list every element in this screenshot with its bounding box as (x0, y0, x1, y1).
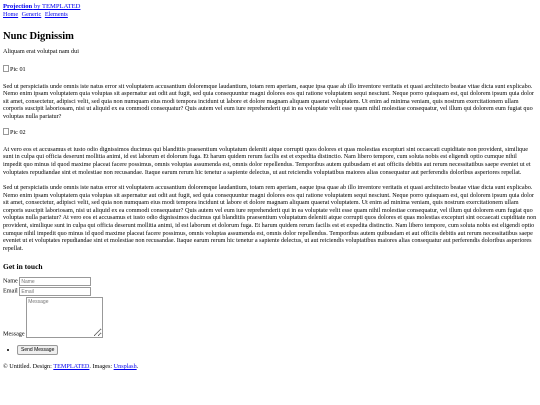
copyright-text: © Untitled. Design: (3, 363, 54, 371)
pic-02-alt: Pic 02 (10, 129, 26, 137)
unsplash-link[interactable]: Unsplash (113, 363, 137, 371)
contact-heading: Get in touch (3, 262, 43, 272)
site-footer (3, 363, 537, 371)
pic-02-image (3, 128, 537, 137)
send-message-button[interactable]: Send Message (17, 345, 58, 355)
name-input[interactable] (19, 277, 91, 286)
brand-name: Projection (3, 3, 33, 10)
main-nav (3, 11, 537, 19)
page-title: Nunc Dignissim (3, 30, 74, 42)
email-label: Email (3, 287, 18, 295)
nav-home-link[interactable]: Home (3, 11, 19, 19)
contact-form (3, 277, 537, 355)
nav-elements-link[interactable]: Elements (44, 11, 68, 19)
broken-image-icon (3, 65, 9, 72)
paragraph-2: At vero eos et accusamus et iusto odio dignissimos ducimus qui blanditiis praesentium voluptatum deleniti atque corrupti quos dolores et quas molestias excepturi sint occaecati cupiditate non provident, similique sunt in culpa qui officia deserunt mollitia animi, id est laborum et dolorum fuga. Et harum quidem rerum facilis est et expedita distinctio. Nam libero tempore, cum soluta nobis est eligendi optio cumque nihil impedit quo minus id quod maxime placeat facere possimus, omnis voluptas assumenda est, omnis dolor repellendus. Temporibus autem quibusdam et aut officiis debitis aut rerum necessitatibus saepe eveniet ut et voluptates repudiandae sint et molestiae non recusandae. Itaque earum rerum hic tenetur a sapiente delectus, ut aut reiciendis voluptatibus maiores alias consequatur aut perferendis doloribus asperiores repellat. (3, 145, 531, 176)
message-textarea[interactable] (26, 297, 103, 338)
brand-link[interactable] (3, 3, 80, 10)
site-header (3, 3, 537, 19)
images-text: . Images: (89, 363, 114, 371)
footer-copyright (3, 363, 537, 371)
templated-link[interactable]: TEMPLATED (53, 363, 90, 371)
page-subtitle: Aliquam erat volutpat nam dui (3, 48, 79, 56)
email-input[interactable] (19, 287, 91, 296)
brand (3, 3, 537, 11)
form-actions (3, 345, 537, 355)
paragraph-3: Sed ut perspiciatis unde omnis iste natus error sit voluptatem accusantium doloremque laudantium, totam rem aperiam, eaque ipsa quae ab illo inventore veritatis et quasi architecto beatae vitae dicta sunt explicabo. Nemo enim ipsam voluptatem quia voluptas sit aspernatur aut odit aut fugit, sed quia consequuntur magni dolores eos qui ratione voluptatem sequi nesciunt. Neque porro quisquam est, qui dolorem ipsum quia dolor sit amet, consectetur, adipisci velit, sed quia non numquam eius modi tempora incidunt ut labore et dolore magnam aliquam quaerat voluptatem. Ut enim ad minima veniam, quis nostrum exercitationem ullam corporis suscipit laboriosam, nisi ut aliquid ex ea commodi consequatur? Quis autem vel eum iure reprehenderit qui in ea voluptate velit esse quam nihil molestiae consequatur, vel illum qui dolorem eum fugiat quo voluptas nulla pariatur? At vero eos et accusamus et iusto odio dignissimos ducimus qui blanditiis praesentium voluptatum deleniti atque corrupti quos dolores et quas molestias excepturi sint occaecati cupiditate non provident, similique sunt in culpa qui officia deserunt mollitia animi, id est laborum et dolorum fuga. Et harum quidem rerum facilis est et expedita distinctio. Nam libero tempore, cum soluta nobis est eligendi optio cumque nihil impedit quo minus id quod maxime placeat facere possimus, omnis voluptas assumenda est, omnis dolor repellendus. Temporibus autem quibusdam et aut officiis debitis aut rerum necessitatibus saepe eveniet ut et voluptates repudiandae sint et molestiae non recusandae. Itaque earum rerum hic tenetur a sapiente delectus, ut aut reiciendis voluptatibus maiores alias consequatur aut perferendis doloribus asperiores repellat. (3, 184, 537, 252)
contact-section (3, 262, 537, 355)
pic-01-image (3, 65, 537, 74)
name-label: Name (3, 277, 18, 285)
broken-image-icon (3, 128, 9, 135)
message-label: Message (3, 330, 25, 338)
footer-end: . (136, 363, 139, 371)
pic-01-alt: Pic 01 (10, 65, 26, 73)
main-content (3, 31, 537, 253)
message-row (3, 297, 537, 338)
nav-generic-link[interactable]: Generic (21, 11, 42, 19)
email-row (3, 287, 537, 296)
paragraph-1: Sed ut perspiciatis unde omnis iste natus error sit voluptatem accusantium doloremque laudantium, totam rem aperiam, eaque ipsa quae ab illo inventore veritatis et quasi architecto beatae vitae dicta sunt explicabo. Nemo enim ipsam voluptatem quia voluptas sit aspernatur aut odit aut fugit, sed quia consequuntur magni dolores eos qui ratione voluptatem sequi nesciunt. Neque porro quisquam est, qui dolorem ipsum quia dolor sit amet, consectetur, adipisci velit, sed quia non numquam eius modi tempora incidunt ut labore et dolore magnam aliquam quaerat voluptatem. Ut enim ad minima veniam, quis nostrum exercitationem ullam corporis suscipit laboriosam, nisi ut aliquid ex ea commodi consequatur? Quis autem vel eum iure reprehenderit qui in ea voluptate velit esse quam nihil molestiae consequatur, vel illum qui dolorem eum fugiat quo voluptas nulla pariatur? (3, 82, 534, 120)
brand-by: by TEMPLATED (33, 3, 81, 10)
submit-item (17, 345, 537, 355)
name-row (3, 277, 537, 286)
